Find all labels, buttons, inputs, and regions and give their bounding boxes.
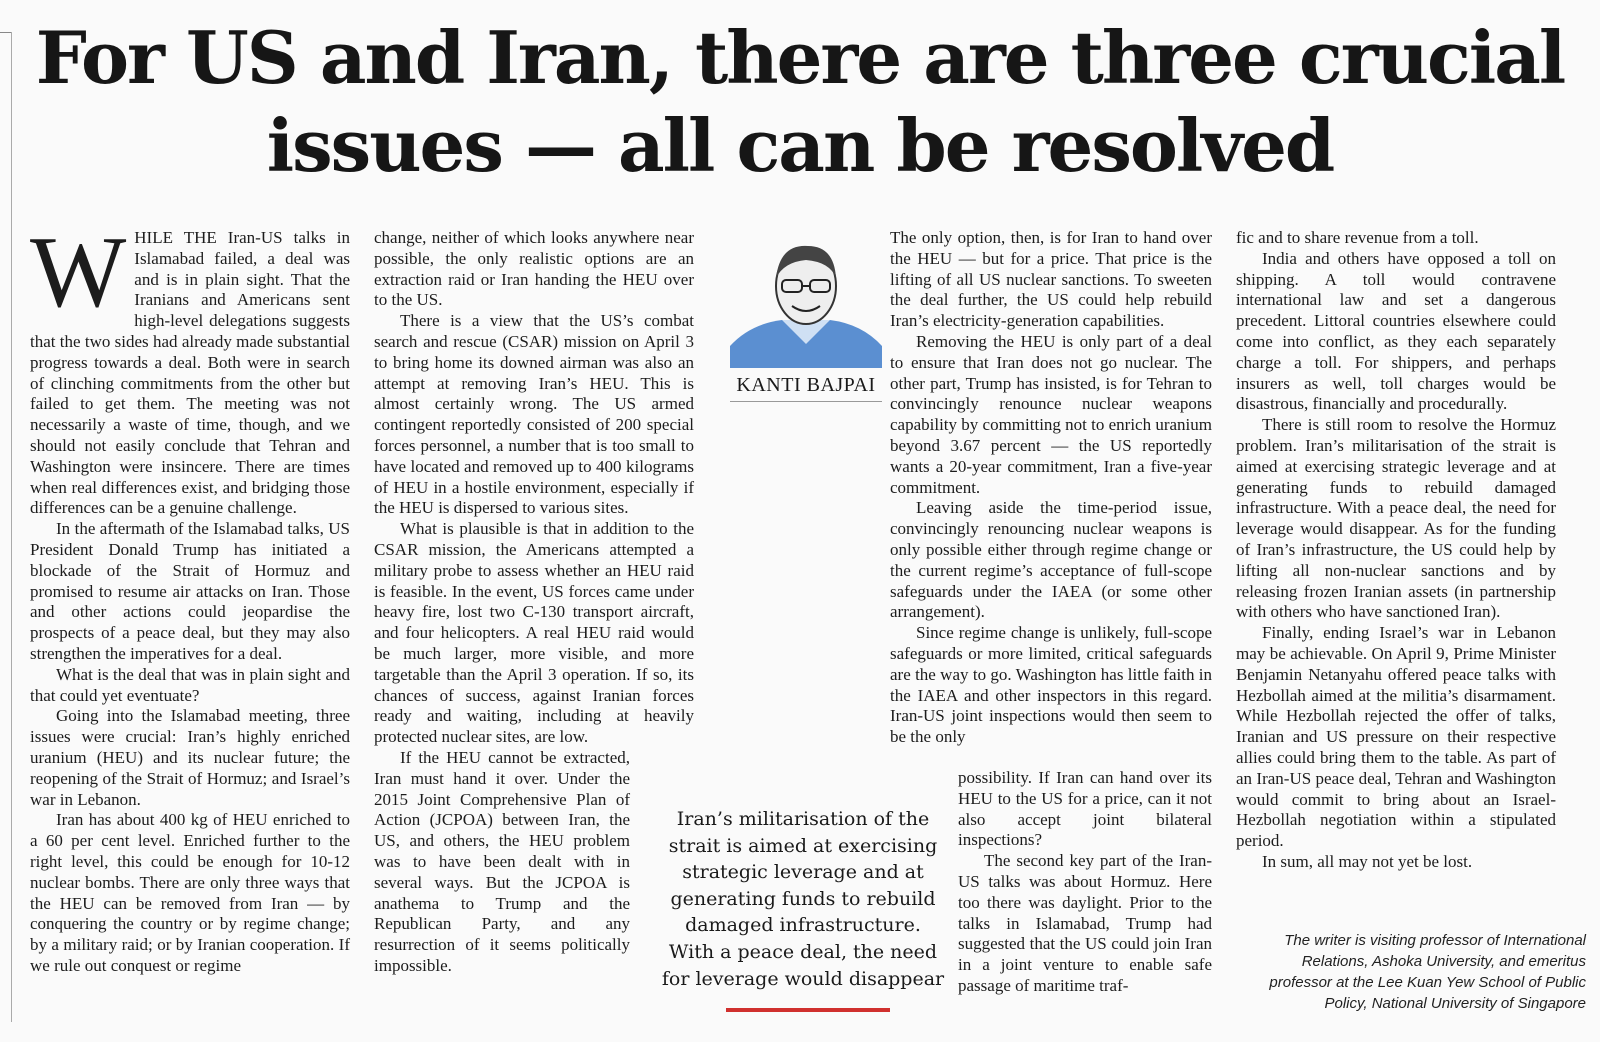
drop-cap: W [30,216,127,329]
paragraph-text: HILE THE Iran-US talks in Islamabad failed, a deal was and is in plain sight. That the Iranians and Americans sent high-level delegations suggests that the two sides had already made substantial progress towards a deal. Both were in search of clinching commitments from the other but failed to get them. The meeting was not necessarily a waste of time, though, and we should not easily conclude that Tehran and Washington were insincere. There are times when real differences exist, and bridging those differences can be a genuine challenge. [30,228,350,518]
headline-line-2: issues — all can be resolved [266,103,1334,188]
writer-note: The writer is visiting professor of International Relations, Ashoka University, and emeritus professor at the Lee Kuan Yew School of Public Policy, National University of Singapore [1269,932,1586,1012]
paragraph: If the HEU cannot be extracted, Iran must hand it over. Under the 2015 Joint Comprehensive Plan of Action (JCPOA) between Iran, the US, and others, the HEU problem was to have been dealt with in several ways. But the JCPOA is anathema to Trump and the Republican Party, and any resurrection of it seems politically impossible. [374,747,630,975]
paragraph: What is plausible is that in addition to the CSAR mission, the Americans attempted a military probe to assess whether an HEU raid is feasible. In the event, US forces came under heavy fire, lost two C-130 transport aircraft, and four helicopters. A real HEU raid would be much larger, more visible, and more targetable than the April 3 operation. If so, its chances of success, against Iranian forces ready and waiting, including at heavily protected nuclear sites, are low. [374,519,694,747]
author-name: KANTI BAJPAI [730,374,882,402]
headline-line-1: For US and Iran, there are three crucial [35,15,1565,100]
article-column-4 [1236,228,1556,873]
paragraph: The only option, then, is for Iran to hand over the HEU — but for a price. That price is the lifting of all US nuclear sanctions. To sweeten the deal further, the US could help rebuild Iran’s electricity-generation capabilities. [890,228,1212,331]
headline [20,14,1580,190]
paragraph: Iran has about 400 kg of HEU enriched to a 60 per cent level. Enriched further to the right level, this could be enough for 10-12 nuclear bombs. There are only three ways that the HEU can be removed from Iran — by conquering the country or by regime change; by a military raid; or by Iranian cooperation. If we rule out conquest or regime [30,810,350,975]
edge-rule-vertical [11,32,12,1022]
paragraph: There is still room to resolve the Hormuz problem. Iran’s militarisation of the strait is aimed at exercising strategic leverage and at generating funds to rebuild damaged infrastructure. With a peace deal, the need for leverage would disappear. As for the funding of Iran’s infrastructure, the US could help by lifting all non-nuclear sanctions and by releasing frozen Iranian assets (in partnership with others who have sanctioned Iran). [1236,415,1556,622]
paragraph: In sum, all may not yet be lost. [1262,851,1473,871]
paragraph: possibility. If Iran can hand over its HEU to the US for a price, can it not also accept joint bilateral inspections? [958,768,1212,850]
paragraph: India and others have opposed a toll on shipping. A toll would contravene international law and set a dangerous precedent. Littoral countries elsewhere could come into conflict, as they each separately charge a toll. For shippers, and perhaps insurers as well, toll charges would be disastrous, financially and procedurally. [1236,248,1556,414]
paragraph: Going into the Islamabad meeting, three issues were crucial: Iran’s highly enriched uranium (HEU) and its nuclear future; the reopening of the Strait of Hormuz; and Israel’s war in Lebanon. [30,706,350,809]
paragraph: Finally, ending Israel’s war in Lebanon may be achievable. On April 9, Prime Minister Benjamin Netanyahu offered peace talks with Hezbollah aimed at the militia’s disarmament. While Hezbollah rejected the offer of talks, Iranian and US pressure on their respective allies could bring them to the table. As part of an Iran-US peace deal, Tehran and Washington would commit to bring about an Israel-Hezbollah negotiation within a stipulated period. [1236,623,1556,851]
article-column-2 [374,228,694,977]
paragraph: fic and to share revenue from a toll. [1236,228,1479,247]
paragraph: Removing the HEU is only part of a deal to ensure that Iran does not go nuclear. The other part, Trump has insisted, is for Tehran to convincingly renounce nuclear weapons capability by committing not to enrich uranium beyond 3.67 percent — the US reportedly wants a 20-year commitment, Iran a five-year commitment. [890,331,1212,497]
article-column-3-lower [958,768,1212,997]
paragraph [30,216,350,519]
paragraph: The second key part of the Iran-US talks was about Hormuz. Here too there was daylight. Prior to the talks in Islamabad, Trump had suggested that the US could join Iran in a joint venture to enable safe passage of maritime traf- [958,851,1212,995]
author-byline [730,228,882,403]
article-column-3 [890,228,1212,748]
paragraph: What is the deal that was in plain sight and that could yet eventuate? [30,664,350,705]
author-portrait [730,228,882,368]
paragraph: There is a view that the US’s combat search and rescue (CSAR) mission on April 3 to bring home its downed airman was also an attempt at removing Iran’s HEU. This is almost certainly wrong. The US armed contingent reportedly consisted of 200 special forces personnel, a number that is too small to have located and removed up to 400 kilograms of HEU in a hostile environment, especially if the HEU is dispersed to various sites. [374,311,694,518]
paragraph: change, neither of which looks anywhere near possible, the only realistic options are an extraction raid or Iran handing the HEU over to the US. [374,228,694,310]
paragraph: Since regime change is unlikely, full-scope safeguards or more limited, critical safeguards are the way to go. Washington has little faith in the IAEA and other inspectors in this regard. Iran-US joint inspections would then seem to be the only [890,623,1212,747]
paragraph: In the aftermath of the Islamabad talks, US President Donald Trump has initiated a blockade of the Strait of Hormuz and promised to resume air attacks on Iran. Those and other actions could jeopardise the prospects of a peace deal, but they may also strengthen the imperatives for a deal. [30,519,350,663]
article-column-1 [30,216,350,977]
pull-quote: Iran’s militarisation of the strait is aimed at exercising strategic leverage and at generating funds to rebuild damaged infrastructure. With a peace deal, the need for leverage would disappear [661,808,945,990]
paragraph: Leaving aside the time-period issue, convincingly renouncing nuclear weapons is only possible either through regime change or the current regime’s acceptance of full-scope safeguards under the IAEA (or some other arrangement). [890,498,1212,622]
pull-quote-rule [726,1008,890,1012]
